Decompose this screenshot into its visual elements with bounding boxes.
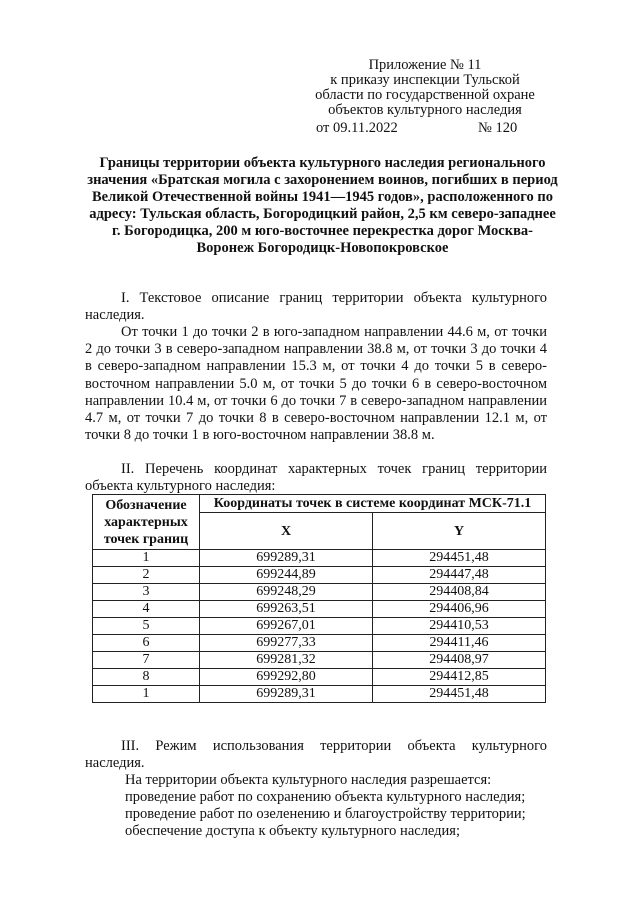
cell-y: 294410,53 (373, 618, 546, 635)
cell-point: 3 (93, 584, 200, 601)
cell-point: 2 (93, 567, 200, 584)
cell-point: 1 (93, 550, 200, 567)
cell-x: 699289,31 (200, 550, 373, 567)
cell-y: 294451,48 (373, 686, 546, 703)
cell-x: 699289,31 (200, 686, 373, 703)
annex-line: объектов культурного наследия (328, 102, 522, 118)
cell-x: 699248,29 (200, 584, 373, 601)
list-item: обеспечение доступа к объекту культурного наследия; (125, 823, 461, 839)
section2-heading: II. Перечень координат характерных точек границ территории объекта культурного наследия: (85, 461, 547, 495)
cell-x: 699281,32 (200, 652, 373, 669)
cell-point: 4 (93, 601, 200, 618)
section3-heading: III. Режим использования территории объекта культурного наследия. (85, 738, 547, 772)
annex-header (300, 58, 550, 118)
cell-point: 7 (93, 652, 200, 669)
cell-x: 699277,33 (200, 635, 373, 652)
table-row (93, 652, 546, 669)
coordinates-table (92, 494, 546, 703)
section1-heading: I. Текстовое описание границ территории объекта культурного наследия. (85, 290, 547, 324)
table-row (93, 567, 546, 584)
order-date: от 09.11.2022 (316, 120, 398, 136)
table-row (93, 635, 546, 652)
cell-x: 699292,80 (200, 669, 373, 686)
table-row (93, 669, 546, 686)
section1-description: От точки 1 до точки 2 в юго-западном направлении 44.6 м, от точки 2 до точки 3 в северо-западном направлении 38.8 м, от точки 3 до точки 4 в северо-западном направлении 15.3 м, от точки 4 до точки 5 в северо-восточном направлении 5.0 м, от точки 5 до точки 6 в северо-восточном направлении 10.4 м, от точки 6 до точки 7 в северо-западном направлении 4.7 м, от точки 7 до точки 8 в северо-восточном направлении 12.1 м, от точки 8 до точки 1 в юго-восточном направлении 38.8 м. (85, 324, 547, 444)
table-row (93, 584, 546, 601)
order-number: № 120 (478, 120, 518, 136)
list-item: проведение работ по озеленению и благоустройству территории; (125, 806, 526, 822)
table-row (93, 550, 546, 567)
document-title: Границы территории объекта культурного наследия регионального значения «Братская могила с захоронением воинов, погибших в период Великой Отечественной войны 1941—1945 годов», расположенного по адресу: Тульская область, Богородицкий район, 2,5 км северо-западнее г. Богородицка, 200 м юго-восточнее перекрестка дорог Москва-Воронеж Богородицк-Новопокровское (87, 155, 558, 256)
cell-point: 1 (93, 686, 200, 703)
annex-line: области по государственной охране (315, 87, 535, 103)
table-row (93, 686, 546, 703)
col-header-point: Обозначение характерных точек границ (93, 495, 200, 550)
col-header-coords: Координаты точек в системе координат МСК-71.1 (200, 495, 546, 513)
cell-y: 294412,85 (373, 669, 546, 686)
section3-intro: На территории объекта культурного наследия разрешается: (125, 772, 492, 788)
table-row (93, 618, 546, 635)
cell-y: 294406,96 (373, 601, 546, 618)
cell-x: 699263,51 (200, 601, 373, 618)
table-row (93, 601, 546, 618)
list-item: проведение работ по сохранению объекта культурного наследия; (125, 789, 526, 805)
cell-x: 699244,89 (200, 567, 373, 584)
cell-y: 294408,97 (373, 652, 546, 669)
annex-line: Приложение № 11 (368, 57, 482, 73)
cell-point: 8 (93, 669, 200, 686)
cell-y: 294451,48 (373, 550, 546, 567)
cell-y: 294447,48 (373, 567, 546, 584)
cell-point: 6 (93, 635, 200, 652)
col-header-x: X (200, 513, 373, 550)
cell-point: 5 (93, 618, 200, 635)
col-header-y: Y (373, 513, 546, 550)
cell-x: 699267,01 (200, 618, 373, 635)
annex-line: к приказу инспекции Тульской (330, 72, 520, 88)
cell-y: 294408,84 (373, 584, 546, 601)
cell-y: 294411,46 (373, 635, 546, 652)
